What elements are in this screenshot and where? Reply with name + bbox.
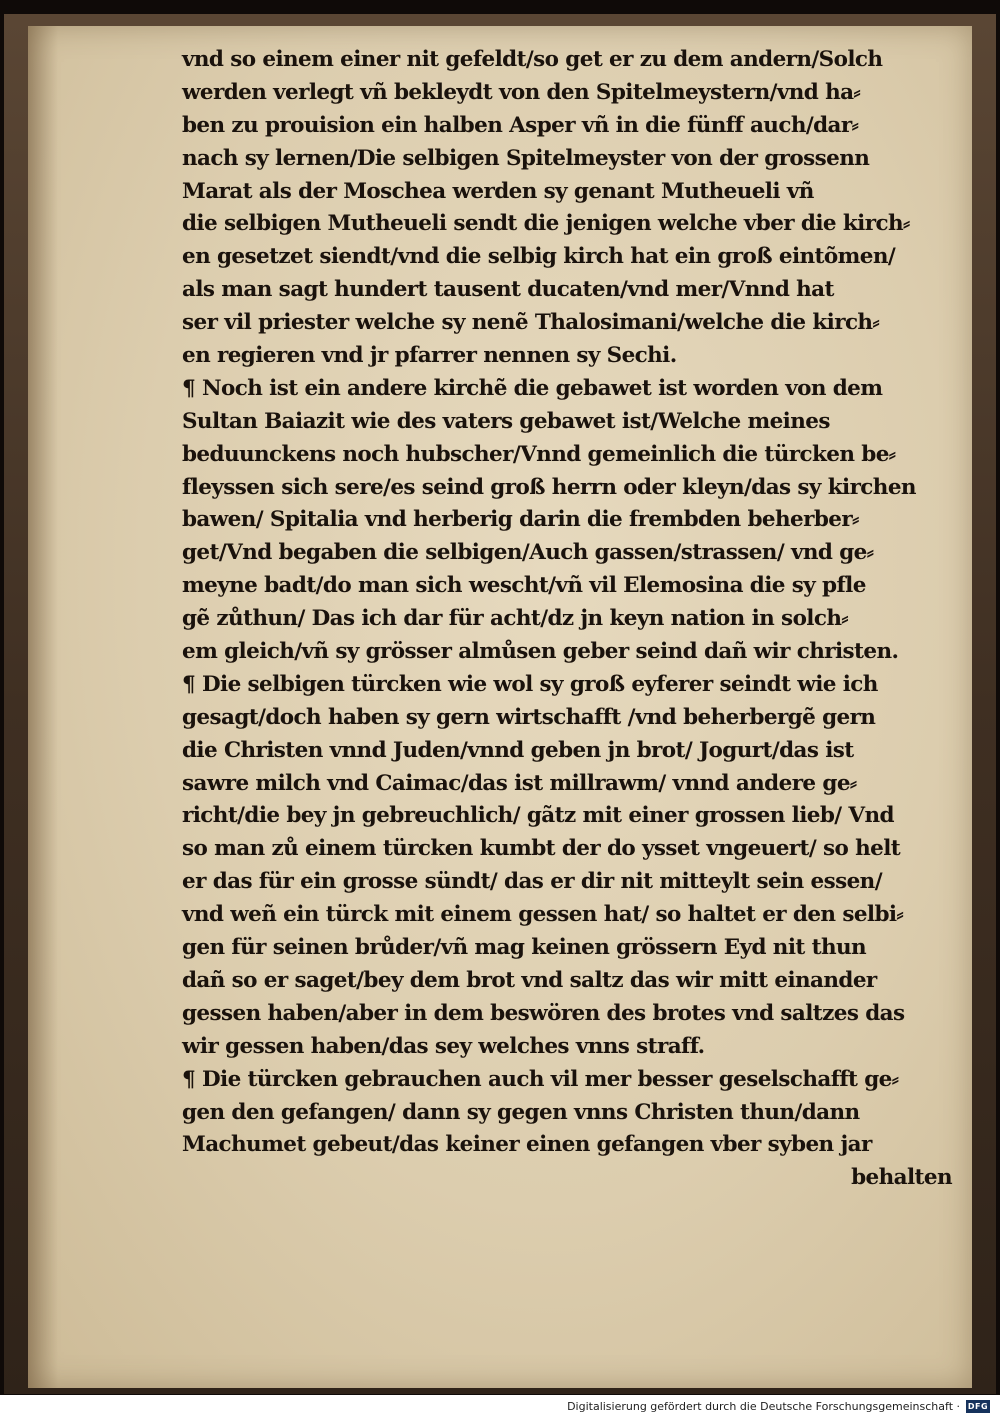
text-line: vnd weñ ein türck mit einem gessen hat/ so haltet er den selbi⸗ — [182, 902, 904, 928]
text-line: die Christen vnnd Juden/vnnd geben jn brot/ Jogurt/das ist — [182, 737, 854, 763]
text-line: wir gessen haben/das sey welches vnns straff. — [182, 1033, 705, 1059]
text-line: get/Vnd begaben die selbigen/Auch gassen/strassen/ vnd ge⸗ — [182, 540, 874, 566]
text-line: sawre milch vnd Caimac/das ist millrawm/ vnnd andere ge⸗ — [182, 770, 857, 796]
text-line: Machumet gebeut/das keiner einen gefangen vber syben jar — [182, 1132, 872, 1158]
text-line: gesagt/doch haben sy gern wirtschafft /vnd beherbergẽ gern — [182, 704, 876, 730]
text-line: vnd so einem einer nit gefeldt/so get er zu dem andern/Solch — [182, 47, 883, 72]
text-line: Sultan Baiazit wie des vaters gebawet ist/Welche meines — [182, 408, 830, 434]
dfg-logo: DFG — [967, 1402, 989, 1411]
catchword: behalten — [851, 1165, 952, 1191]
text-line: en regieren vnd jr pfarrer nennen sy Sechi. — [182, 343, 677, 369]
text-line: ¶ Die selbigen türcken wie wol sy groß eyferer seindt wie ich — [182, 671, 878, 697]
text-line: gessen haben/aber in dem beswören des brotes vnd saltzes das — [182, 1000, 905, 1026]
text-line: em gleich/vñ sy grösser almůsen geber seind dañ wir christen. — [182, 639, 899, 665]
text-line: als man sagt hundert tausent ducaten/vnd mer/Vnnd hat — [182, 277, 834, 303]
text-line: Marat als der Moschea werden sy genant Mutheueli vñ — [182, 178, 814, 204]
text-line: fleyssen sich sere/es seind groß herrn oder kleyn/das sy kirchen — [182, 474, 916, 500]
text-line: ¶ Die türcken gebrauchen auch vil mer besser geselschafft ge⸗ — [182, 1066, 899, 1092]
text-line: ¶ Noch ist ein andere kirchẽ die gebawet ist worden von dem — [182, 375, 883, 401]
text-line: so man zů einem türcken kumbt der do ysset vngeuert/ so helt — [182, 836, 901, 862]
text-line: en gesetzet siendt/vnd die selbig kirch hat ein groß eintõmen/ — [182, 244, 896, 270]
text-line: ser vil priester welche sy nenẽ Thalosimani/welche die kirch⸗ — [182, 310, 880, 336]
text-line: gen den gefangen/ dann sy gegen vnns Christen thun/dann — [182, 1099, 860, 1125]
text-line: dañ so er saget/bey dem brot vnd saltz das wir mitt einander — [182, 967, 877, 993]
text-line: werden verlegt vñ bekleydt von den Spitelmeystern/vnd ha⸗ — [182, 79, 861, 105]
page-gutter-shadow — [28, 26, 58, 1388]
digitization-footer — [0, 1395, 1000, 1419]
text-line: die selbigen Mutheueli sendt die jenigen welche vber die kirch⸗ — [182, 211, 910, 237]
text-line: nach sy lernen/Die selbigen Spitelmeyster von der grossenn — [182, 145, 870, 171]
text-line: gen für seinen brůder/vñ mag keinen grössern Eyd nit thun — [182, 935, 867, 961]
text-line: meyne badt/do man sich wescht/vñ vil Elemosina die sy pfle — [182, 573, 866, 599]
text-line: bawen/ Spitalia vnd herberig darin die frembden beherber⸗ — [182, 507, 859, 533]
page-text — [182, 44, 962, 1195]
text-line: richt/die bey jn gebreuchlich/ gãtz mit einer grossen lieb/ Vnd — [182, 803, 894, 829]
text-line: beduunckens noch hubscher/Vnnd gemeinlich die türcken be⸗ — [182, 441, 896, 467]
text-line: ben zu prouision ein halben Asper vñ in die fünff auch/dar⸗ — [182, 112, 859, 138]
text-line: er das für ein grosse sündt/ das er dir nit mitteylt sein essen/ — [182, 869, 882, 895]
text-line: gẽ zůthun/ Das ich dar für acht/dz jn keyn nation in solch⸗ — [182, 606, 848, 632]
digitization-credit: Digitalisierung gefördert durch die Deutsche Forschungsgemeinschaft · — [567, 1400, 960, 1413]
